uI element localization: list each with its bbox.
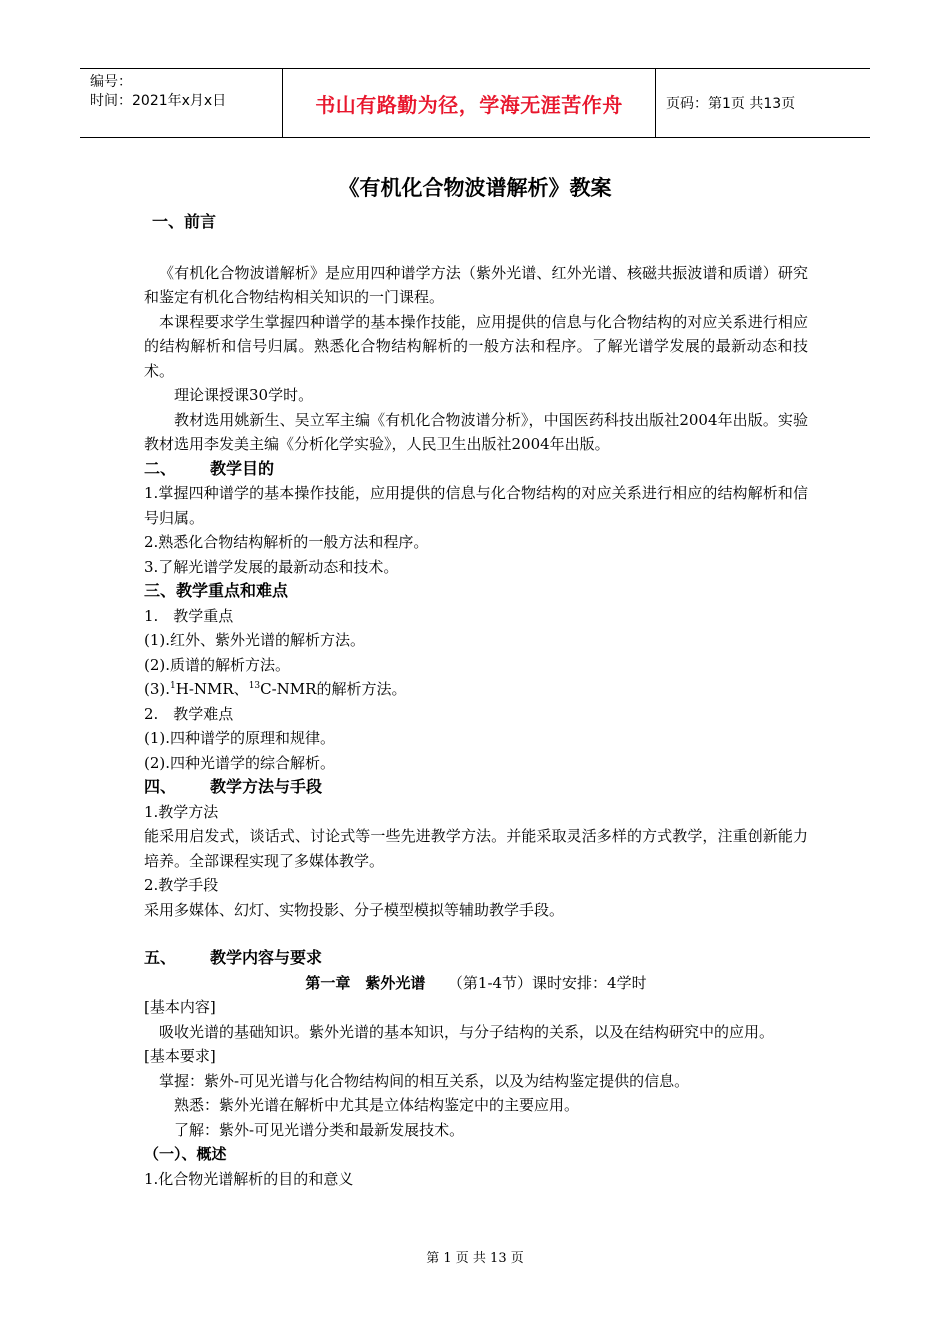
header-page-info: 页码：第1页 共13页 — [666, 96, 796, 112]
basic-requirements-label: [基本要求] — [144, 1047, 216, 1065]
section-4-title: 教学方法与手段 — [210, 777, 323, 796]
sec3-item-2: (2).质谱的解析方法。 — [144, 655, 291, 674]
header-motto: 书山有路勤为径，学海无涯苦作舟 — [282, 69, 656, 137]
sec3-item-3-end: C-NMR的解析方法。 — [260, 680, 407, 698]
section-5-number: 五、 — [144, 948, 177, 967]
sec1-paragraph-4: 教材选用姚新生、吴立军主编《有机化合物波谱分析》，中国医药科技出版社2004年出版。实验教材选用李发美主编《分析化学实验》，人民卫生出版社2004年出版。 — [144, 410, 808, 453]
sec3-item-3-mid: H-NMR、 — [175, 680, 249, 698]
sec3-sub-1: 1. 教学重点 — [144, 606, 234, 625]
page-footer: 第 1 页 共 13 页 — [426, 1251, 524, 1266]
section-2-heading — [144, 457, 808, 482]
sec4-tools-text: 采用多媒体、幻灯、实物投影、分子模型模拟等辅助教学手段。 — [144, 900, 565, 919]
sec1-paragraph-3: 理论课授课30学时。 — [174, 386, 314, 404]
overview-item-1: 1.化合物光谱解析的目的和意义 — [144, 1169, 354, 1188]
section-5-title: 教学内容与要求 — [210, 948, 323, 967]
section-3-heading: 三、教学重点和难点 — [144, 581, 289, 600]
sec4-method-text: 能采用启发式，谈话式、讨论式等一些先进教学方法。并能采取灵活多样的方式教学，注重创新能力培养。全部课程实现了多媒体教学。 — [144, 827, 808, 870]
sec1-paragraph-2: 本课程要求学生掌握四种谱学的基本操作技能，应用提供的信息与化合物结构的对应关系进行相应的结构解析和信号归属。熟悉化合物结构解析的一般方法和程序。了解光谱学发展的最新动态和技术。 — [144, 312, 808, 380]
document-body — [144, 210, 808, 1191]
header-id-label: 编号： — [90, 74, 132, 90]
sec4-tools-title: 2.教学手段 — [144, 876, 219, 894]
sec3-item-1: (1).红外、紫外光谱的解析方法。 — [144, 631, 366, 649]
section-2-number: 二、 — [144, 458, 177, 478]
sec2-item-2: 2.熟悉化合物结构解析的一般方法和程序。 — [144, 533, 429, 551]
section-5-heading — [144, 946, 808, 971]
sec3-difficulty-1: (1).四种谱学的原理和规律。 — [144, 729, 336, 747]
sec3-item-3 — [144, 677, 808, 702]
chapter-info: （第1-4节）课时安排：4学时 — [455, 973, 647, 992]
chapter-title: 第一章 紫外光谱 — [305, 973, 426, 992]
sec2-item-3: 3.了解光谱学发展的最新动态和技术。 — [144, 557, 399, 576]
superscript-13: 13 — [248, 681, 261, 691]
chapter-heading — [144, 971, 808, 996]
sec2-item-1: 1.掌握四种谱学的基本操作技能，应用提供的信息与化合物结构的对应关系进行相应的结构解析和信号归属。 — [144, 484, 808, 527]
sec3-item-3-prefix: (3). — [144, 680, 171, 698]
overview-heading: （一）、概述 — [144, 1145, 227, 1163]
requirement-understand: 了解：紫外-可见光谱分类和最新发展技术。 — [174, 1120, 465, 1139]
requirement-master: 掌握：紫外-可见光谱与化合物结构间的相互关系，以及为结构鉴定提供的信息。 — [159, 1071, 690, 1090]
sec3-sub-2: 2. 教学难点 — [144, 704, 234, 723]
requirement-familiar: 熟悉：紫外光谱在解析中尤其是立体结构鉴定中的主要应用。 — [174, 1096, 580, 1114]
section-4-number: 四、 — [144, 777, 177, 796]
sec1-paragraph-1: 《有机化合物波谱解析》是应用四种谱学方法（紫外光谱、红外光谱、核磁共振波谱和质谱）研究和鉴定有机化合物结构相关知识的一门课程。 — [144, 263, 808, 306]
section-4-heading — [144, 775, 808, 800]
section-1-heading: 一、前言 — [152, 212, 217, 231]
basic-content-text: 吸收光谱的基础知识。紫外光谱的基本知识，与分子结构的关系，以及在结构研究中的应用。 — [159, 1022, 775, 1041]
basic-content-label: [基本内容] — [144, 998, 216, 1016]
sec3-difficulty-2: (2).四种光谱学的综合解析。 — [144, 753, 336, 772]
header-meta-cell — [80, 69, 282, 137]
header-table — [80, 68, 870, 138]
sec4-method-title: 1.教学方法 — [144, 802, 219, 821]
superscript-1: 1 — [170, 681, 176, 691]
section-2-title: 教学目的 — [210, 458, 275, 478]
header-date: 时间：2021年x月x日 — [90, 93, 227, 109]
document-title: 《有机化合物波谱解析》教案 — [338, 176, 612, 200]
